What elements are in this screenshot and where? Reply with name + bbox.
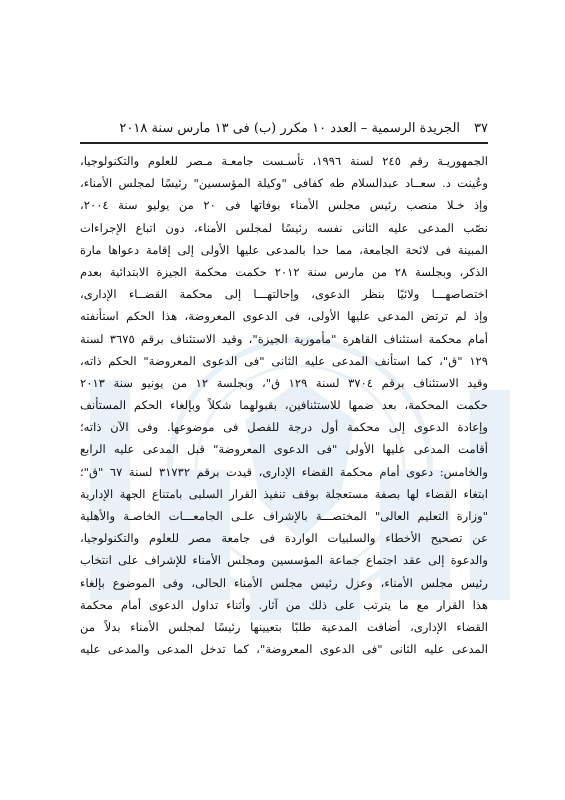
gazette-header-title: الجريدة الرسمية – العدد ١٠ مكرر (ب) فى ١٣ مارس سنة ٢٠١٨ — [119, 120, 461, 136]
body-line: المدعى عليه الثانى "فى الدعوى المعروضة"، كما تدخل المدعى والمدعى عليه — [80, 642, 488, 657]
body-line: وإذ لم ترتض المدعى عليها الأولى، فى الدعوى المعروضة، هذا الحكم استأنفته — [80, 309, 488, 324]
body-line: ١٢٩ "ق"، كما استأنف المدعى عليه الثانى "فى الدعوى المعروضة" الحكم ذاته، — [80, 353, 488, 368]
body-line: ابتغاء القضاء لها بصفة مستعجلة بوقف تنفيذ القرار السلبى بامتناع الجهة الإدارية — [80, 486, 488, 501]
body-line: اختصاصهـــا ولائيًا بنظر الدعوى، وإحالتهـــا إلى محكمة القضــاء الإدارى، — [80, 287, 488, 302]
body-line: رئيس مجلس الأمناء، وعزل رئيس مجلس الأمناء الحالى، وفى الموضوع بإلغاء — [80, 575, 488, 590]
body-line: القضاء الإدارى، أضافت المدعية طلبًا بتعيينها رئيسًا لمجلس الأمناء بدلاً من — [80, 619, 488, 634]
body-line: نصّب المدعى عليه الثانى نفسه رئيسًا لمجلس الأمناء، دون اتباع الإجراءات — [80, 220, 488, 235]
body-line: هذا القرار مع ما يترتب على ذلك من آثار. وأثناء تداول الدعوى أمام محكمة — [80, 597, 488, 612]
body-line: المبينة فى لائحة الجامعة، مما حدا بالمدعى عليها الأولى إلى إقامة دعواها مارة — [80, 242, 488, 257]
body-line: أمام محكمة استئناف القاهرة "مأمورية الجيزة"، وقيد الاستئناف برقم ٣٦٧٥ لسنة — [80, 331, 488, 346]
page-header — [80, 117, 488, 139]
body-line: "وزارة التعليم العالى" المختصـــة بالإشراف علـى الجامعـــات الخاصـة والأهلية — [80, 509, 488, 523]
body-line: وإذ خـلا منصب رئيس مجلس الأمناء بوفاتها فى ٢٠ من يوليو سنة ٢٠٠٤، — [80, 198, 488, 213]
body-line: والخامس: دعوى أمام محكمة القضاء الإدارى، قيدت برقم ٣١٧٣٢ لسنة ٦٧ "ق"؛ — [80, 464, 488, 479]
body-line: وإعادة الدعوى إلى محكمة أول درجة للفصل فى موضوعها. وفى الآن ذاته؛ — [80, 420, 488, 435]
body-line: وعُينت د. سعــاد عبدالسلام طه كفافى "وكيلة المؤسسين" رئيسًا لمجلس الأمناء، — [80, 176, 488, 191]
body-line: حكمت المحكمة، بعد ضمها للاستئنافين، بقبولهما شكلاً وبإلغاء الحكم المستأنف — [80, 398, 488, 413]
body-line: وقيد الاستئناف برقم ٣٧٠٤ لسنة ١٢٩ ق"، وبجلسة ١٢ من يونيو سنة ٢٠١٣ — [80, 375, 488, 390]
body-line: والدعوة إلى عقد اجتماع جماعة المؤسسين ومجلس الأمناء للإشراف على انتخاب — [80, 553, 488, 568]
body-line: الجمهوريـة رقم ٢٤٥ لسنة ١٩٩٦، تأسـست جامعـة مـصر للعلوم والتكنولوجيا، — [80, 154, 488, 168]
header-rule — [80, 142, 488, 144]
body-line: عن تصحيح الأخطاء والسلبيات الواردة فى جامعة مصر للعلوم والتكنولوجيا، — [80, 531, 488, 546]
body-line: الذكر، وبجلسة ٢٨ من مارس سنة ٢٠١٢ حكمت محكمة الجيزة الابتدائية بعدم — [80, 264, 488, 279]
body-text — [80, 150, 488, 660]
page-number: ٣٧ — [474, 120, 488, 136]
body-line: أقامت المدعى عليها الأولى "فى الدعوى المعروضة" قبل المدعى عليه الرابع — [80, 442, 488, 457]
